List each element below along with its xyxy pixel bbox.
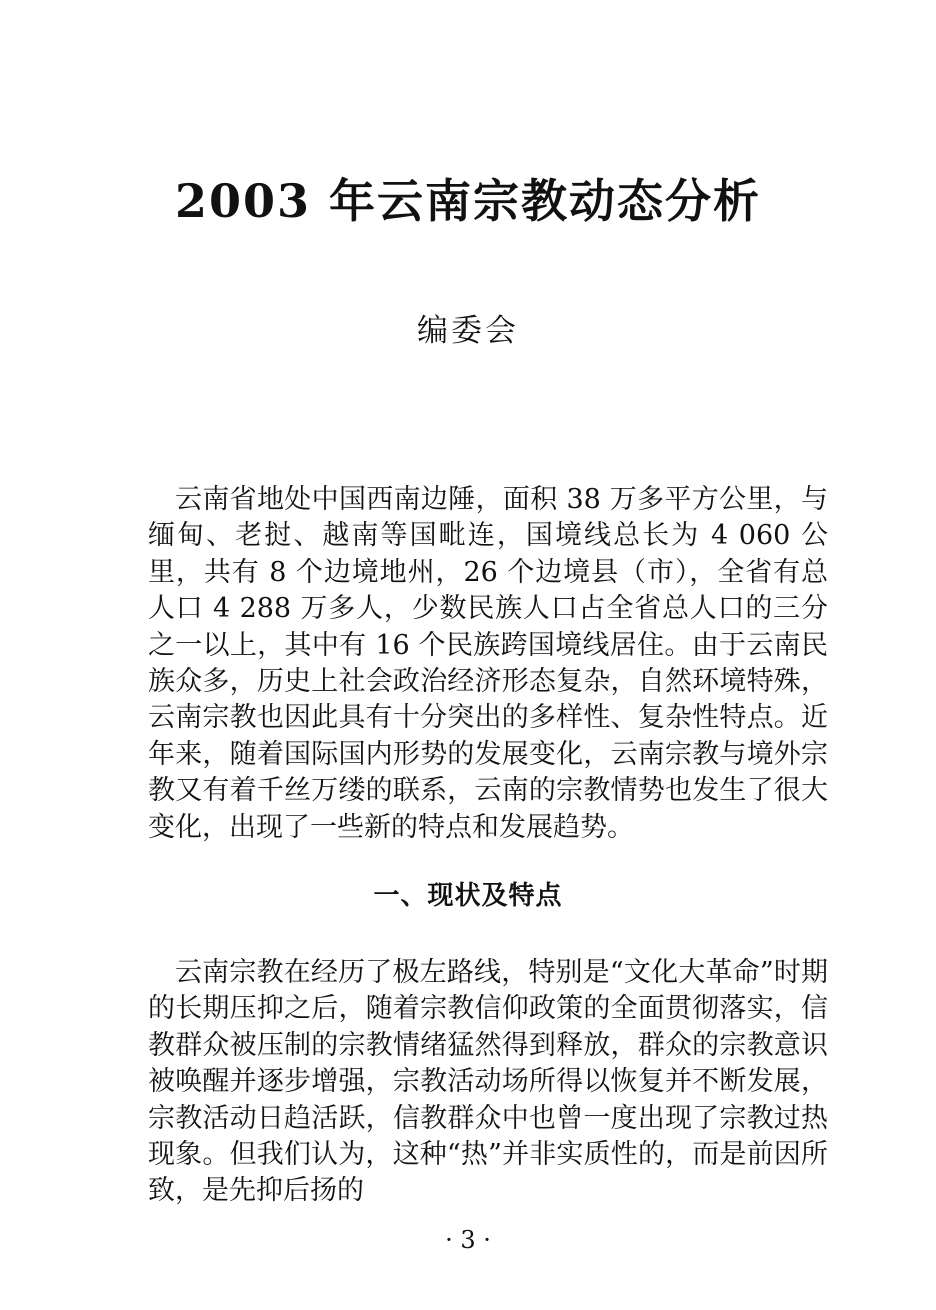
section-paragraph: 云南宗教在经历了极左路线，特别是“文化大革命”时期的长期压抑之后，随着宗教信仰政策的全面贯彻落实，信教群众被压制的宗教情绪猛然得到释放，群众的宗教意识被唤醒并逐步增强，宗教活动场所得以恢复并不断发展，宗教活动日趋活跃，信教群众中也曾一度出现了宗教过热现象。但我们认为，这种“热”并非实质性的，而是前因所致，是先抑后扬的: [148, 957, 828, 1207]
section-heading: 一、现状及特点: [373, 881, 563, 911]
intro-paragraph: 云南省地处中国西南边陲，面积 38 万多平方公里，与缅甸、老挝、越南等国毗连，国境线总长为 4 060 公里，共有 8 个边境地州，26 个边境县（市），全省有总人口 4 288 万多人，少数民族人口占全省总人口的三分之一以上，其中有 16 个民族跨国境线居住。由于云南民族众多，历史上社会政治经济形态复杂，自然环境特殊，云南宗教也因此具有十分突出的多样性、复杂性特点。近年来，随着国际国内形势的发展变化，云南宗教与境外宗教又有着千丝万缕的联系，云南的宗教情势也发生了很大变化，出现了一些新的特点和发展趋势。: [148, 484, 828, 843]
page-number: · 3 ·: [445, 1226, 491, 1254]
author-line: 编委会: [417, 313, 519, 349]
page-title: 2003 年云南宗教动态分析: [174, 174, 762, 228]
